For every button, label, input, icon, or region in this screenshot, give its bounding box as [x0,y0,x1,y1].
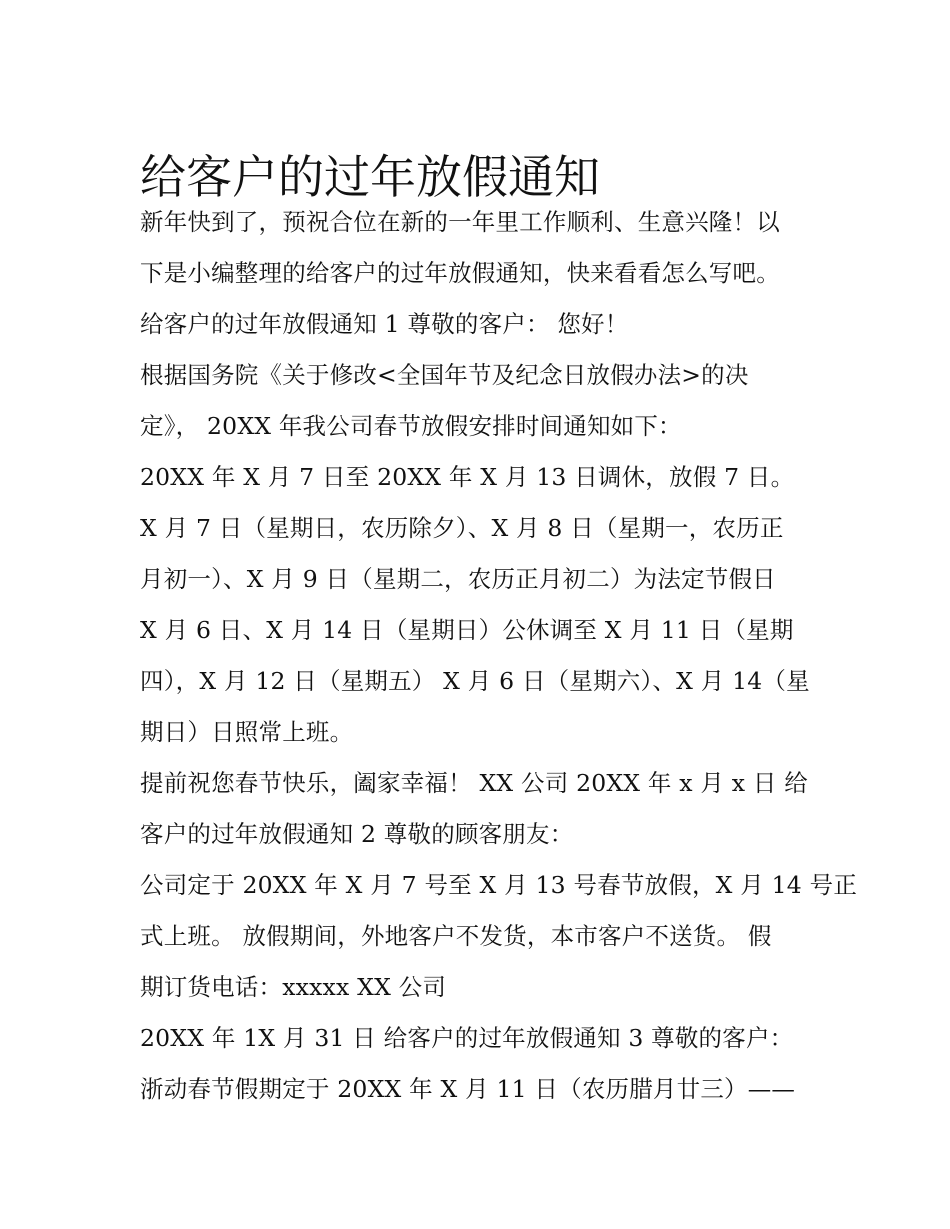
text-line: 月初一）、X 月 9 日（星期二，农历正月初二）为法定节假日 [140,565,776,593]
text-line: 下是小编整理的给客户的过年放假通知，快来看看怎么写吧。 [140,259,780,287]
text-line: 20XX 年 X 月 7 日至 20XX 年 X 月 13 日调休，放假 7 日。 [140,463,795,491]
text-line: X 月 7 日（星期日，农历除夕）、X 月 8 日（星期一，农历正 [140,514,784,542]
text-line: 浙动春节假期定于 20XX 年 X 月 11 日（农历腊月廿三）—— [140,1075,796,1103]
document-title: 给客户的过年放假通知 [140,149,600,204]
text-line: 期订货电话：xxxxx XX 公司 [140,973,447,1001]
text-line: 客户的过年放假通知 2 尊敬的顾客朋友： [140,820,574,848]
text-line: 根据国务院《关于修改<全国年节及纪念日放假办法>的决 [140,361,749,389]
text-line: 20XX 年 1X 月 31 日 给客户的过年放假通知 3 尊敬的客户： [140,1024,794,1052]
text-line: 期日）日照常上班。 [140,718,354,746]
text-line: 新年快到了，预祝合位在新的一年里工作顺利、生意兴隆！以 [140,208,780,236]
document-body [140,197,858,1115]
text-line: X 月 6 日、X 月 14 日（星期日）公休调至 X 月 11 日（星期 [140,616,794,644]
text-line: 式上班。 放假期间，外地客户不发货，本市客户不送货。 假 [140,922,772,950]
text-line: 公司定于 20XX 年 X 月 7 号至 X 月 13 号春节放假，X 月 14 号正 [140,871,858,899]
text-line: 给客户的过年放假通知 1 尊敬的客户： 您好！ [140,310,629,338]
text-line: 四），X 月 12 日（星期五） X 月 6 日（星期六）、X 月 14（星 [140,667,810,695]
text-line: 提前祝您春节快乐，阖家幸福！ XX 公司 20XX 年 x 月 x 日 给 [140,769,808,797]
text-line: 定》， 20XX 年我公司春节放假安排时间通知如下： [140,412,682,440]
